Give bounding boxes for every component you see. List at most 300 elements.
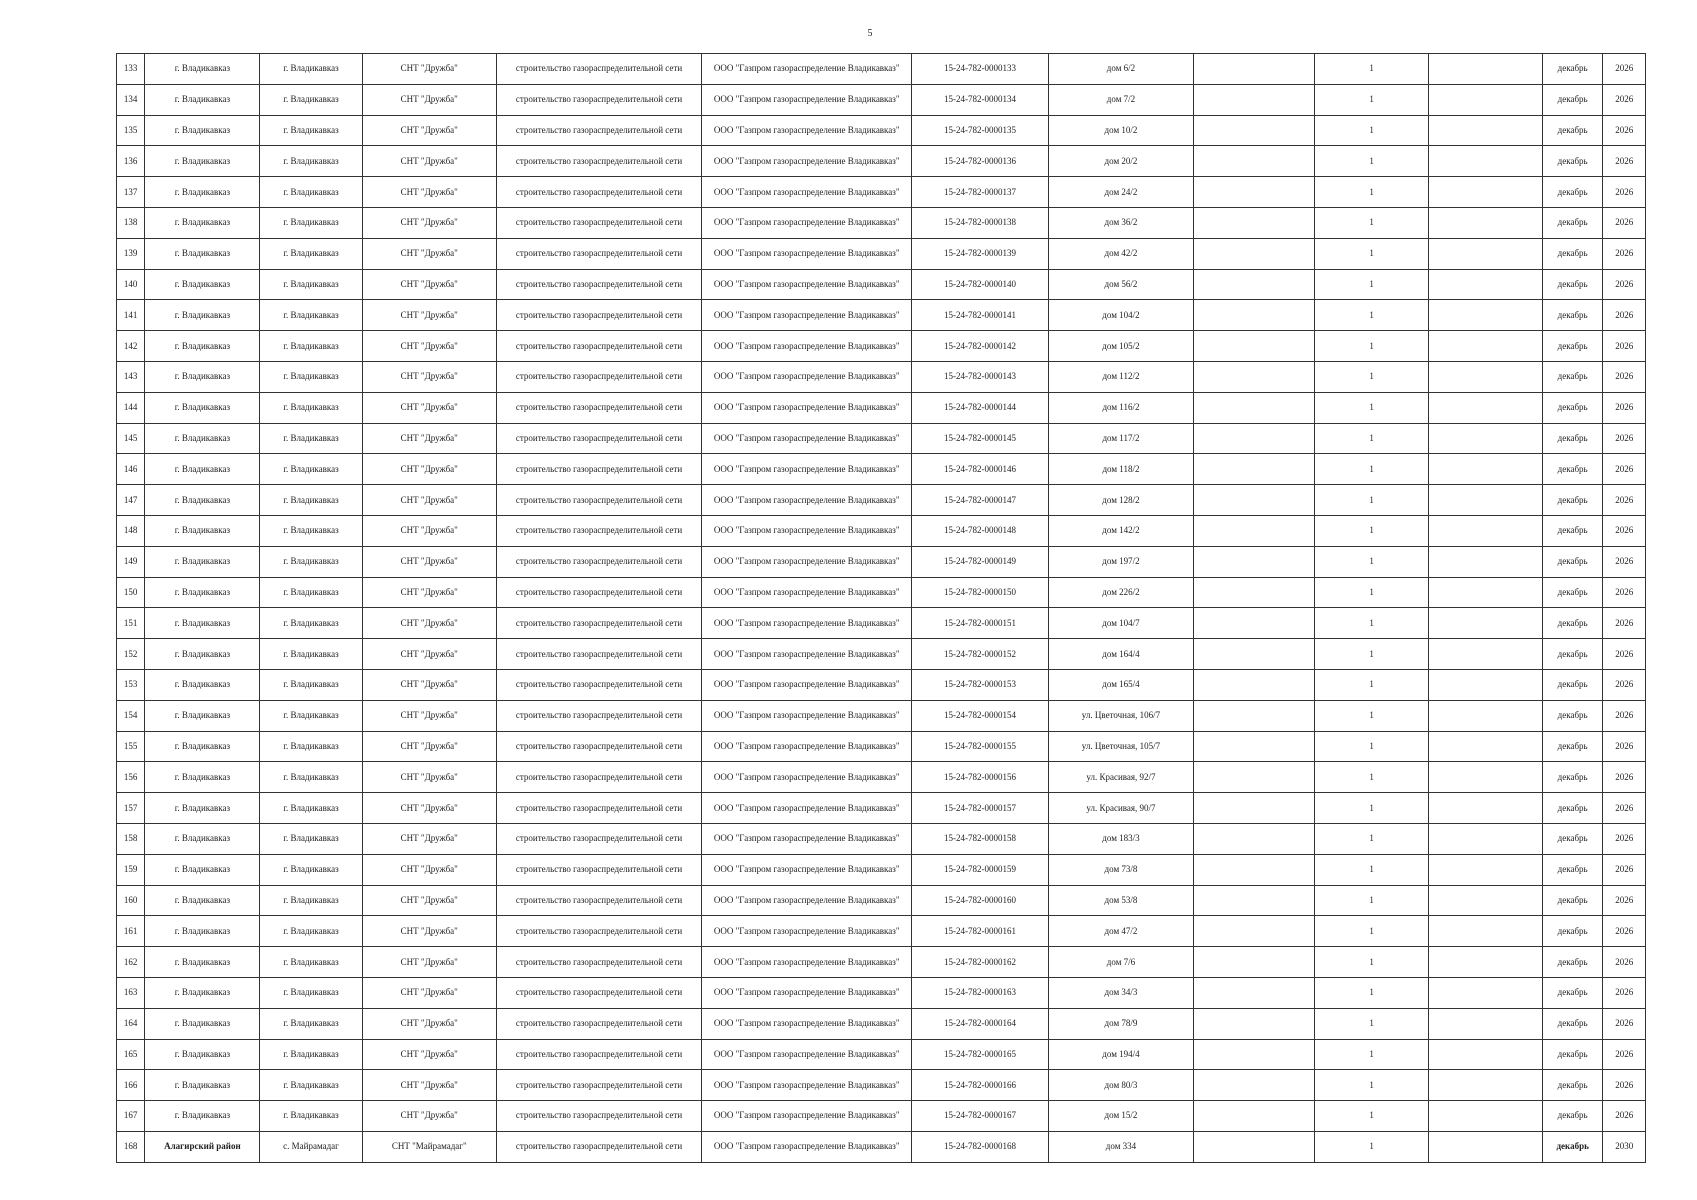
year-cell: 2026 (1603, 515, 1646, 546)
table-row (117, 608, 1646, 639)
organization-cell: ООО "Газпром газораспределение Владикавказ" (702, 731, 912, 762)
snt-cell: СНТ "Дружба" (362, 885, 496, 916)
settlement-cell: г. Владикавказ (260, 84, 362, 115)
address-cell: дом 20/2 (1048, 146, 1194, 177)
work-type-cell: строительство газораспределительной сети (496, 84, 701, 115)
empty-cell (1428, 392, 1542, 423)
table-row (117, 1070, 1646, 1101)
year-cell: 2026 (1603, 669, 1646, 700)
count-cell: 1 (1315, 423, 1428, 454)
district-cell: г. Владикавказ (145, 54, 260, 85)
empty-cell (1428, 207, 1542, 238)
work-type-cell: строительство газораспределительной сети (496, 669, 701, 700)
month-cell: декабрь (1542, 269, 1603, 300)
empty-cell (1194, 361, 1315, 392)
district-cell: г. Владикавказ (145, 146, 260, 177)
snt-cell: СНТ "Майрамадаг" (362, 1131, 496, 1162)
count-cell: 1 (1315, 793, 1428, 824)
empty-cell (1428, 823, 1542, 854)
work-type-cell: строительство газораспределительной сети (496, 1008, 701, 1039)
empty-cell (1194, 269, 1315, 300)
work-type-cell: строительство газораспределительной сети (496, 207, 701, 238)
table-row (117, 669, 1646, 700)
row-number: 135 (117, 115, 145, 146)
work-type-cell: строительство газораспределительной сети (496, 1131, 701, 1162)
settlement-cell: г. Владикавказ (260, 423, 362, 454)
cadastral-code-cell: 15-24-782-0000144 (912, 392, 1048, 423)
count-cell: 1 (1315, 84, 1428, 115)
empty-cell (1194, 577, 1315, 608)
count-cell: 1 (1315, 916, 1428, 947)
month-cell: декабрь (1542, 885, 1603, 916)
table-row (117, 639, 1646, 670)
address-cell: дом 165/4 (1048, 669, 1194, 700)
organization-cell: ООО "Газпром газораспределение Владикавказ" (702, 762, 912, 793)
district-cell: г. Владикавказ (145, 700, 260, 731)
empty-cell (1428, 546, 1542, 577)
work-type-cell: строительство газораспределительной сети (496, 977, 701, 1008)
district-cell: г. Владикавказ (145, 823, 260, 854)
cadastral-code-cell: 15-24-782-0000159 (912, 854, 1048, 885)
organization-cell: ООО "Газпром газораспределение Владикавказ" (702, 1008, 912, 1039)
organization-cell: ООО "Газпром газораспределение Владикавказ" (702, 1101, 912, 1132)
settlement-cell: г. Владикавказ (260, 885, 362, 916)
row-number: 162 (117, 947, 145, 978)
cadastral-code-cell: 15-24-782-0000163 (912, 977, 1048, 1008)
address-cell: дом 47/2 (1048, 916, 1194, 947)
table-row (117, 1039, 1646, 1070)
cadastral-code-cell: 15-24-782-0000167 (912, 1101, 1048, 1132)
cadastral-code-cell: 15-24-782-0000139 (912, 238, 1048, 269)
count-cell: 1 (1315, 854, 1428, 885)
settlement-cell: г. Владикавказ (260, 823, 362, 854)
address-cell: дом 53/8 (1048, 885, 1194, 916)
year-cell: 2026 (1603, 823, 1646, 854)
organization-cell: ООО "Газпром газораспределение Владикавказ" (702, 608, 912, 639)
count-cell: 1 (1315, 885, 1428, 916)
district-cell: г. Владикавказ (145, 423, 260, 454)
work-type-cell: строительство газораспределительной сети (496, 639, 701, 670)
empty-cell (1428, 485, 1542, 516)
settlement-cell: г. Владикавказ (260, 454, 362, 485)
district-cell: Алагирский район (145, 1131, 260, 1162)
work-type-cell: строительство газораспределительной сети (496, 115, 701, 146)
work-type-cell: строительство газораспределительной сети (496, 392, 701, 423)
work-type-cell: строительство газораспределительной сети (496, 515, 701, 546)
table-row (117, 1131, 1646, 1162)
work-type-cell: строительство газораспределительной сети (496, 823, 701, 854)
empty-cell (1428, 947, 1542, 978)
year-cell: 2026 (1603, 762, 1646, 793)
year-cell: 2026 (1603, 392, 1646, 423)
organization-cell: ООО "Газпром газораспределение Владикавказ" (702, 361, 912, 392)
settlement-cell: г. Владикавказ (260, 947, 362, 978)
district-cell: г. Владикавказ (145, 269, 260, 300)
address-cell: дом 104/7 (1048, 608, 1194, 639)
organization-cell: ООО "Газпром газораспределение Владикавказ" (702, 238, 912, 269)
settlement-cell: г. Владикавказ (260, 146, 362, 177)
count-cell: 1 (1315, 977, 1428, 1008)
district-cell: г. Владикавказ (145, 1008, 260, 1039)
address-cell: дом 34/3 (1048, 977, 1194, 1008)
address-cell: дом 112/2 (1048, 361, 1194, 392)
address-cell: ул. Красивая, 90/7 (1048, 793, 1194, 824)
table-row (117, 700, 1646, 731)
organization-cell: ООО "Газпром газораспределение Владикавказ" (702, 854, 912, 885)
year-cell: 2026 (1603, 207, 1646, 238)
snt-cell: СНТ "Дружба" (362, 1039, 496, 1070)
empty-cell (1194, 331, 1315, 362)
month-cell: декабрь (1542, 177, 1603, 208)
organization-cell: ООО "Газпром газораспределение Владикавказ" (702, 54, 912, 85)
row-number: 164 (117, 1008, 145, 1039)
row-number: 163 (117, 977, 145, 1008)
count-cell: 1 (1315, 269, 1428, 300)
work-type-cell: строительство газораспределительной сети (496, 885, 701, 916)
cadastral-code-cell: 15-24-782-0000133 (912, 54, 1048, 85)
row-number: 151 (117, 608, 145, 639)
empty-cell (1428, 423, 1542, 454)
count-cell: 1 (1315, 361, 1428, 392)
empty-cell (1194, 731, 1315, 762)
table-row (117, 300, 1646, 331)
count-cell: 1 (1315, 454, 1428, 485)
count-cell: 1 (1315, 115, 1428, 146)
count-cell: 1 (1315, 392, 1428, 423)
settlement-cell: г. Владикавказ (260, 238, 362, 269)
table-row (117, 916, 1646, 947)
table-row (117, 1008, 1646, 1039)
month-cell: декабрь (1542, 207, 1603, 238)
snt-cell: СНТ "Дружба" (362, 700, 496, 731)
cadastral-code-cell: 15-24-782-0000151 (912, 608, 1048, 639)
address-cell: дом 197/2 (1048, 546, 1194, 577)
table-row (117, 577, 1646, 608)
row-number: 136 (117, 146, 145, 177)
year-cell: 2026 (1603, 454, 1646, 485)
month-cell: декабрь (1542, 823, 1603, 854)
work-type-cell: строительство газораспределительной сети (496, 423, 701, 454)
table-row (117, 731, 1646, 762)
table-row (117, 793, 1646, 824)
empty-cell (1194, 608, 1315, 639)
organization-cell: ООО "Газпром газораспределение Владикавказ" (702, 977, 912, 1008)
address-cell: дом 104/2 (1048, 300, 1194, 331)
district-cell: г. Владикавказ (145, 1039, 260, 1070)
empty-cell (1428, 669, 1542, 700)
empty-cell (1428, 1008, 1542, 1039)
row-number: 150 (117, 577, 145, 608)
empty-cell (1428, 54, 1542, 85)
month-cell: декабрь (1542, 546, 1603, 577)
district-cell: г. Владикавказ (145, 515, 260, 546)
row-number: 161 (117, 916, 145, 947)
year-cell: 2026 (1603, 577, 1646, 608)
settlement-cell: г. Владикавказ (260, 177, 362, 208)
row-number: 149 (117, 546, 145, 577)
work-type-cell: строительство газораспределительной сети (496, 331, 701, 362)
organization-cell: ООО "Газпром газораспределение Владикавказ" (702, 207, 912, 238)
empty-cell (1428, 361, 1542, 392)
count-cell: 1 (1315, 823, 1428, 854)
table-row (117, 54, 1646, 85)
count-cell: 1 (1315, 300, 1428, 331)
table-row (117, 238, 1646, 269)
settlement-cell: г. Владикавказ (260, 1070, 362, 1101)
table-row (117, 485, 1646, 516)
row-number: 134 (117, 84, 145, 115)
year-cell: 2026 (1603, 177, 1646, 208)
address-cell: дом 142/2 (1048, 515, 1194, 546)
address-cell: ул. Красивая, 92/7 (1048, 762, 1194, 793)
empty-cell (1194, 515, 1315, 546)
district-cell: г. Владикавказ (145, 885, 260, 916)
month-cell: декабрь (1542, 84, 1603, 115)
address-cell: дом 105/2 (1048, 331, 1194, 362)
snt-cell: СНТ "Дружба" (362, 1101, 496, 1132)
settlement-cell: г. Владикавказ (260, 639, 362, 670)
cadastral-code-cell: 15-24-782-0000148 (912, 515, 1048, 546)
empty-cell (1428, 515, 1542, 546)
empty-cell (1428, 84, 1542, 115)
empty-cell (1428, 1101, 1542, 1132)
register-table (116, 53, 1646, 1163)
organization-cell: ООО "Газпром газораспределение Владикавказ" (702, 669, 912, 700)
address-cell: дом 15/2 (1048, 1101, 1194, 1132)
empty-cell (1194, 1008, 1315, 1039)
district-cell: г. Владикавказ (145, 300, 260, 331)
organization-cell: ООО "Газпром газораспределение Владикавказ" (702, 269, 912, 300)
month-cell: декабрь (1542, 1131, 1603, 1162)
row-number: 143 (117, 361, 145, 392)
settlement-cell: г. Владикавказ (260, 54, 362, 85)
snt-cell: СНТ "Дружба" (362, 793, 496, 824)
snt-cell: СНТ "Дружба" (362, 238, 496, 269)
year-cell: 2026 (1603, 331, 1646, 362)
snt-cell: СНТ "Дружба" (362, 300, 496, 331)
organization-cell: ООО "Газпром газораспределение Владикавказ" (702, 947, 912, 978)
work-type-cell: строительство газораспределительной сети (496, 854, 701, 885)
address-cell: дом 7/6 (1048, 947, 1194, 978)
row-number: 145 (117, 423, 145, 454)
work-type-cell: строительство газораспределительной сети (496, 485, 701, 516)
cadastral-code-cell: 15-24-782-0000160 (912, 885, 1048, 916)
row-number: 152 (117, 639, 145, 670)
district-cell: г. Владикавказ (145, 947, 260, 978)
table-row (117, 177, 1646, 208)
snt-cell: СНТ "Дружба" (362, 608, 496, 639)
table-row (117, 84, 1646, 115)
month-cell: декабрь (1542, 331, 1603, 362)
empty-cell (1194, 84, 1315, 115)
cadastral-code-cell: 15-24-782-0000149 (912, 546, 1048, 577)
year-cell: 2030 (1603, 1131, 1646, 1162)
row-number: 148 (117, 515, 145, 546)
month-cell: декабрь (1542, 515, 1603, 546)
work-type-cell: строительство газораспределительной сети (496, 300, 701, 331)
cadastral-code-cell: 15-24-782-0000152 (912, 639, 1048, 670)
organization-cell: ООО "Газпром газораспределение Владикавказ" (702, 177, 912, 208)
empty-cell (1194, 1131, 1315, 1162)
year-cell: 2026 (1603, 54, 1646, 85)
empty-cell (1194, 823, 1315, 854)
settlement-cell: г. Владикавказ (260, 608, 362, 639)
row-number: 158 (117, 823, 145, 854)
year-cell: 2026 (1603, 731, 1646, 762)
empty-cell (1428, 885, 1542, 916)
cadastral-code-cell: 15-24-782-0000166 (912, 1070, 1048, 1101)
address-cell: дом 183/3 (1048, 823, 1194, 854)
organization-cell: ООО "Газпром газораспределение Владикавказ" (702, 1131, 912, 1162)
settlement-cell: г. Владикавказ (260, 331, 362, 362)
work-type-cell: строительство газораспределительной сети (496, 454, 701, 485)
month-cell: декабрь (1542, 361, 1603, 392)
cadastral-code-cell: 15-24-782-0000143 (912, 361, 1048, 392)
settlement-cell: г. Владикавказ (260, 115, 362, 146)
count-cell: 1 (1315, 608, 1428, 639)
district-cell: г. Владикавказ (145, 331, 260, 362)
settlement-cell: г. Владикавказ (260, 669, 362, 700)
month-cell: декабрь (1542, 639, 1603, 670)
district-cell: г. Владикавказ (145, 1101, 260, 1132)
table-row (117, 947, 1646, 978)
organization-cell: ООО "Газпром газораспределение Владикавказ" (702, 515, 912, 546)
year-cell: 2026 (1603, 885, 1646, 916)
table-row (117, 115, 1646, 146)
district-cell: г. Владикавказ (145, 577, 260, 608)
address-cell: дом 118/2 (1048, 454, 1194, 485)
cadastral-code-cell: 15-24-782-0000164 (912, 1008, 1048, 1039)
snt-cell: СНТ "Дружба" (362, 454, 496, 485)
address-cell: дом 226/2 (1048, 577, 1194, 608)
cadastral-code-cell: 15-24-782-0000141 (912, 300, 1048, 331)
organization-cell: ООО "Газпром газораспределение Владикавказ" (702, 1070, 912, 1101)
month-cell: декабрь (1542, 947, 1603, 978)
empty-cell (1428, 916, 1542, 947)
district-cell: г. Владикавказ (145, 608, 260, 639)
empty-cell (1428, 269, 1542, 300)
month-cell: декабрь (1542, 1070, 1603, 1101)
year-cell: 2026 (1603, 546, 1646, 577)
organization-cell: ООО "Газпром газораспределение Владикавказ" (702, 793, 912, 824)
empty-cell (1194, 392, 1315, 423)
cadastral-code-cell: 15-24-782-0000162 (912, 947, 1048, 978)
district-cell: г. Владикавказ (145, 793, 260, 824)
organization-cell: ООО "Газпром газораспределение Владикавказ" (702, 916, 912, 947)
work-type-cell: строительство газораспределительной сети (496, 793, 701, 824)
settlement-cell: г. Владикавказ (260, 1101, 362, 1132)
row-number: 168 (117, 1131, 145, 1162)
table-row (117, 515, 1646, 546)
empty-cell (1428, 854, 1542, 885)
cadastral-code-cell: 15-24-782-0000157 (912, 793, 1048, 824)
district-cell: г. Владикавказ (145, 84, 260, 115)
table-row (117, 361, 1646, 392)
year-cell: 2026 (1603, 639, 1646, 670)
snt-cell: СНТ "Дружба" (362, 54, 496, 85)
address-cell: дом 56/2 (1048, 269, 1194, 300)
empty-cell (1194, 1101, 1315, 1132)
district-cell: г. Владикавказ (145, 1070, 260, 1101)
address-cell: дом 194/4 (1048, 1039, 1194, 1070)
cadastral-code-cell: 15-24-782-0000146 (912, 454, 1048, 485)
count-cell: 1 (1315, 207, 1428, 238)
empty-cell (1194, 485, 1315, 516)
snt-cell: СНТ "Дружба" (362, 977, 496, 1008)
settlement-cell: с. Майрамадаг (260, 1131, 362, 1162)
district-cell: г. Владикавказ (145, 669, 260, 700)
organization-cell: ООО "Газпром газораспределение Владикавказ" (702, 84, 912, 115)
year-cell: 2026 (1603, 700, 1646, 731)
snt-cell: СНТ "Дружба" (362, 731, 496, 762)
address-cell: дом 78/9 (1048, 1008, 1194, 1039)
table-row (117, 269, 1646, 300)
empty-cell (1194, 1070, 1315, 1101)
address-cell: дом 24/2 (1048, 177, 1194, 208)
district-cell: г. Владикавказ (145, 177, 260, 208)
cadastral-code-cell: 15-24-782-0000134 (912, 84, 1048, 115)
district-cell: г. Владикавказ (145, 977, 260, 1008)
empty-cell (1194, 238, 1315, 269)
work-type-cell: строительство газораспределительной сети (496, 700, 701, 731)
organization-cell: ООО "Газпром газораспределение Владикавказ" (702, 700, 912, 731)
address-cell: дом 334 (1048, 1131, 1194, 1162)
organization-cell: ООО "Газпром газораспределение Владикавказ" (702, 454, 912, 485)
count-cell: 1 (1315, 54, 1428, 85)
empty-cell (1428, 331, 1542, 362)
table-row (117, 854, 1646, 885)
year-cell: 2026 (1603, 916, 1646, 947)
count-cell: 1 (1315, 639, 1428, 670)
month-cell: декабрь (1542, 608, 1603, 639)
district-cell: г. Владикавказ (145, 115, 260, 146)
district-cell: г. Владикавказ (145, 546, 260, 577)
count-cell: 1 (1315, 947, 1428, 978)
count-cell: 1 (1315, 577, 1428, 608)
count-cell: 1 (1315, 146, 1428, 177)
cadastral-code-cell: 15-24-782-0000138 (912, 207, 1048, 238)
year-cell: 2026 (1603, 115, 1646, 146)
work-type-cell: строительство газораспределительной сети (496, 947, 701, 978)
snt-cell: СНТ "Дружба" (362, 762, 496, 793)
year-cell: 2026 (1603, 423, 1646, 454)
empty-cell (1194, 423, 1315, 454)
cadastral-code-cell: 15-24-782-0000161 (912, 916, 1048, 947)
row-number: 138 (117, 207, 145, 238)
year-cell: 2026 (1603, 1101, 1646, 1132)
month-cell: декабрь (1542, 146, 1603, 177)
row-number: 137 (117, 177, 145, 208)
table-body (117, 54, 1646, 1163)
empty-cell (1428, 639, 1542, 670)
organization-cell: ООО "Газпром газораспределение Владикавказ" (702, 392, 912, 423)
month-cell: декабрь (1542, 1039, 1603, 1070)
settlement-cell: г. Владикавказ (260, 392, 362, 423)
row-number: 166 (117, 1070, 145, 1101)
empty-cell (1428, 1131, 1542, 1162)
table-row (117, 823, 1646, 854)
cadastral-code-cell: 15-24-782-0000137 (912, 177, 1048, 208)
settlement-cell: г. Владикавказ (260, 1039, 362, 1070)
count-cell: 1 (1315, 177, 1428, 208)
year-cell: 2026 (1603, 608, 1646, 639)
month-cell: декабрь (1542, 392, 1603, 423)
month-cell: декабрь (1542, 454, 1603, 485)
empty-cell (1428, 762, 1542, 793)
cadastral-code-cell: 15-24-782-0000155 (912, 731, 1048, 762)
page-number: 5 (867, 28, 873, 39)
district-cell: г. Владикавказ (145, 238, 260, 269)
